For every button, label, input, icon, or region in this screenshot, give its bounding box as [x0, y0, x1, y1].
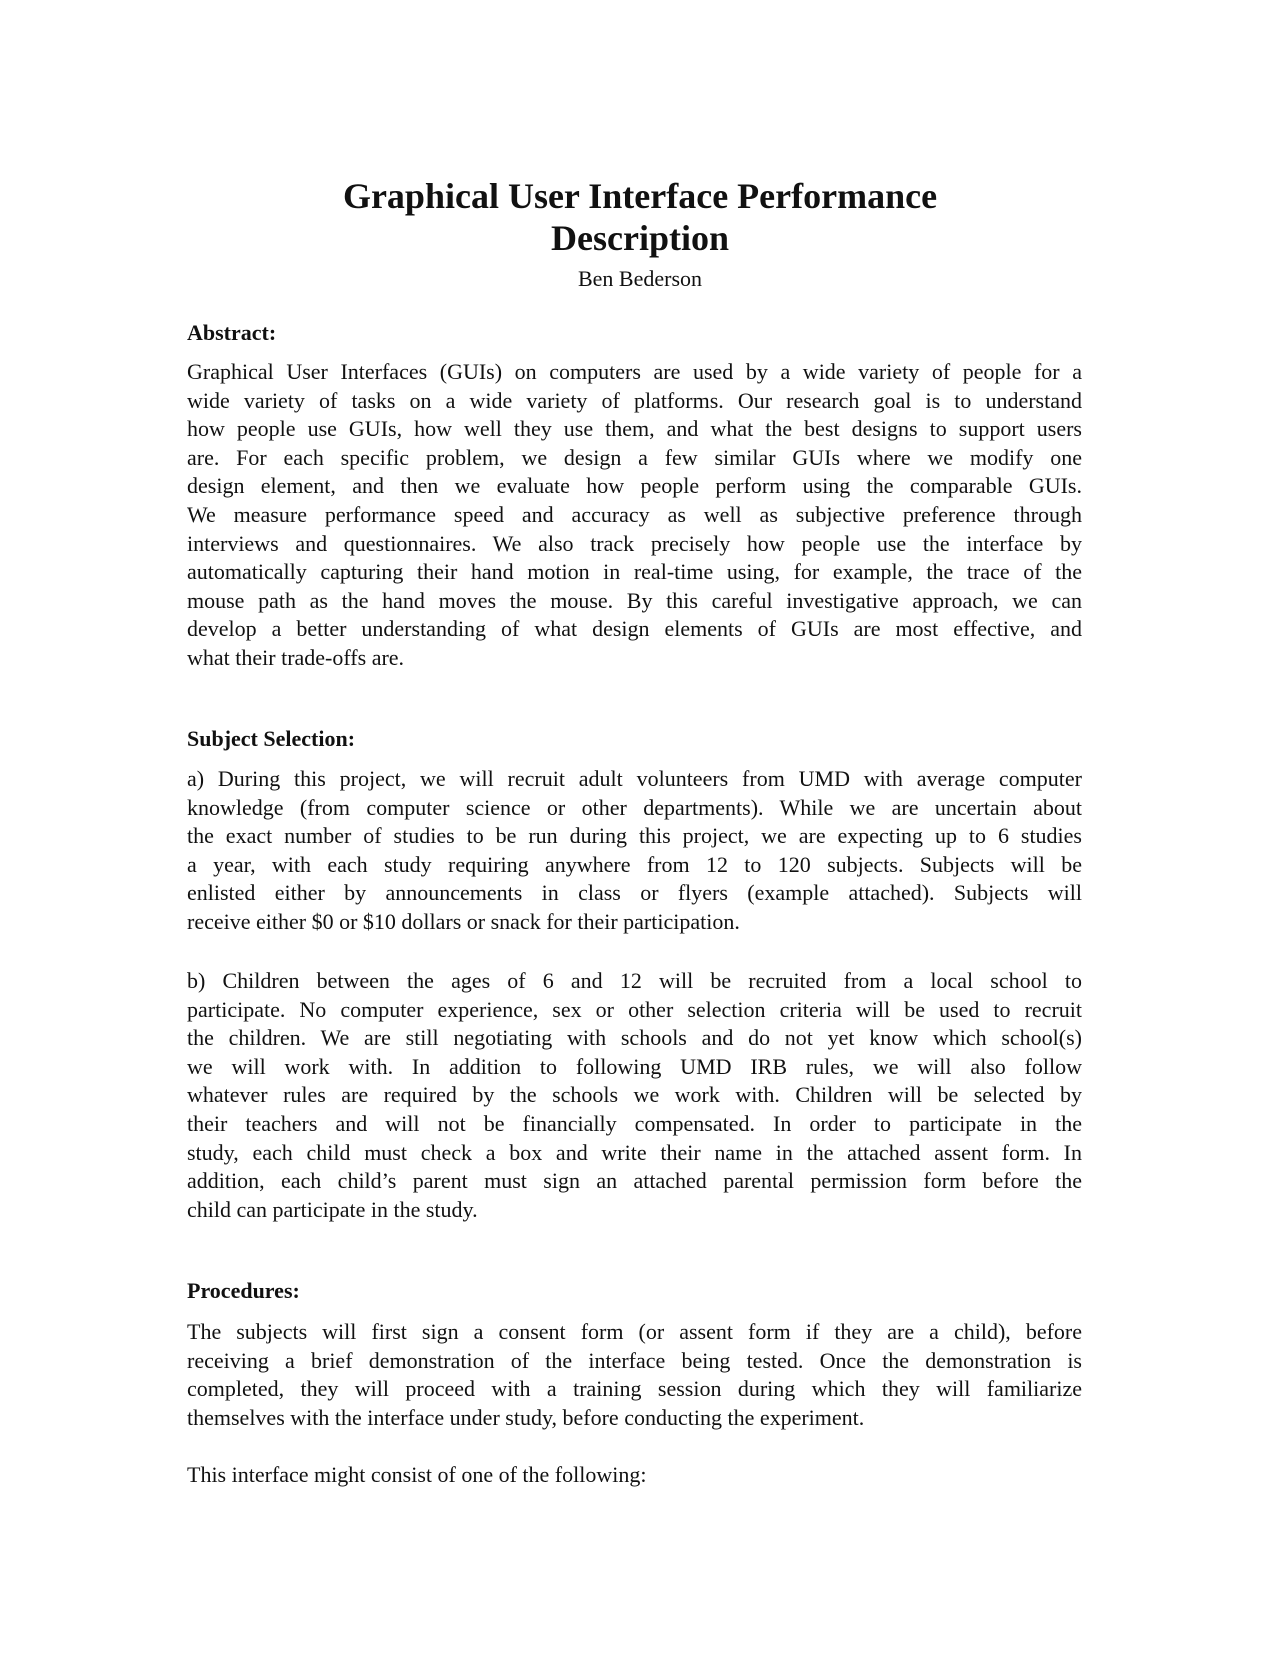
text-line: receiving a brief demonstration of the interface being tested. Once the demonstration is — [187, 1347, 1082, 1373]
subject-selection-paragraph-b — [187, 967, 1082, 1224]
procedures-closing — [187, 1461, 1082, 1490]
text-line: we will work with. In addition to following UMD IRB rules, we will also follow — [187, 1053, 1082, 1079]
text-line: receive either $0 or $10 dollars or snack for their participation. — [187, 908, 740, 934]
text-line: themselves with the interface under study, before conducting the experiment. — [187, 1404, 865, 1430]
text-line: interviews and questionnaires. We also track precisely how people use the interface by — [187, 530, 1082, 556]
text-line: design element, and then we evaluate how people perform using the comparable GUIs. — [187, 473, 1082, 499]
text-line: addition, each child’s parent must sign an attached parental permission form before the — [187, 1168, 1082, 1194]
text-line: a year, with each study requiring anywhere from 12 to 120 subjects. Subjects will be — [187, 851, 1082, 877]
text-line: mouse path as the hand moves the mouse. By this careful investigative approach, we can — [187, 587, 1082, 613]
text-line: develop a better understanding of what design elements of GUIs are most effective, and — [187, 616, 1082, 642]
text-line: The subjects will first sign a consent form (or assent form if they are a child), before — [187, 1319, 1082, 1344]
text-line: knowledge (from computer science or other departments). While we are uncertain about — [187, 794, 1082, 820]
text-line: whatever rules are required by the schools we work with. Children will be selected by — [187, 1082, 1082, 1108]
text-line: how people use GUIs, how well they use them, and what the best designs to support users — [187, 416, 1082, 442]
text-line: completed, they will proceed with a training session during which they will familiarize — [187, 1376, 1082, 1402]
text-line: child can participate in the study. — [187, 1196, 478, 1222]
text-line: what their trade-offs are. — [187, 644, 405, 670]
text-line: Graphical User Interfaces (GUIs) on computers are used by a wide variety of people for a — [187, 359, 1082, 384]
text-line: enlisted either by announcements in class or flyers (example attached). Subjects will — [187, 880, 1082, 906]
text-line: are. For each specific problem, we design a few similar GUIs where we modify one — [187, 444, 1082, 470]
text-line: their teachers and will not be financially compensated. In order to participate in the — [187, 1110, 1082, 1136]
title-line-2: Description — [551, 218, 729, 258]
text-line: automatically capturing their hand motion in real-time using, for example, the trace of the — [187, 559, 1082, 585]
subject-selection-paragraph-a — [187, 765, 1082, 937]
text-line: We measure performance speed and accuracy as well as subjective preference through — [187, 501, 1082, 527]
text-line: the exact number of studies to be run during this project, we are expecting up to 6 studies — [187, 823, 1082, 849]
subject-selection-heading: Subject Selection: — [187, 726, 356, 751]
abstract-heading: Abstract: — [187, 320, 277, 345]
text-line: a) During this project, we will recruit adult volunteers from UMD with average computer — [187, 766, 1082, 791]
text-line: b) Children between the ages of 6 and 12 will be recruited from a local school to — [187, 968, 1082, 993]
text-line: wide variety of tasks on a wide variety of platforms. Our research goal is to understand — [187, 387, 1082, 413]
text-line: study, each child must check a box and write their name in the attached assent form. In — [187, 1139, 1082, 1165]
text-line: This interface might consist of one of the following: — [187, 1462, 647, 1487]
text-line: the children. We are still negotiating with schools and do not yet know which school(s) — [187, 1025, 1082, 1051]
author: Ben Bederson — [577, 266, 703, 291]
procedures-heading: Procedures: — [187, 1278, 300, 1303]
abstract-paragraph — [187, 358, 1082, 673]
text-line: participate. No computer experience, sex or other selection criteria will be used to recruit — [187, 996, 1082, 1022]
title-line-1: Graphical User Interface Performance — [342, 176, 938, 216]
procedures-paragraph — [187, 1318, 1082, 1432]
